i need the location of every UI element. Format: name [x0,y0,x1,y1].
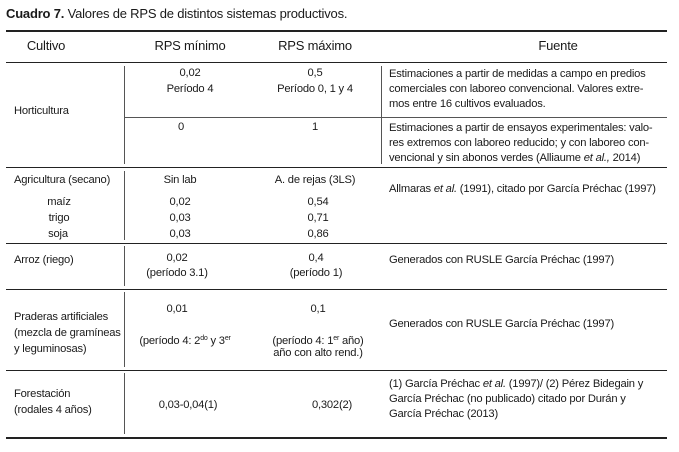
praderas-max-sup: er [333,335,340,342]
arroz-label: Arroz (riego) [14,254,74,266]
horticultura-a-min: 0,02 [179,67,201,79]
header-fuente: Fuente [538,38,578,53]
header-cultivo: Cultivo [26,38,66,53]
col-sep-6 [124,373,125,434]
agricultura-max-head: A. de rejas (3LS) [274,174,356,186]
praderas-max-period-a: (período 4: 1 [272,335,334,347]
praderas-min-period [139,331,230,349]
crop-soja-min: 0,03 [169,228,191,240]
col-sep-2 [381,66,382,164]
praderas-min-period-b: y 3 [207,335,225,347]
forestacion-fuente [389,377,657,422]
top-rule [6,30,667,32]
agricultura-fuente-etal: et al. [433,183,457,195]
horticultura-a-max-period: Período 0, 1 y 4 [277,83,353,95]
arroz-max: 0,4 [308,252,324,264]
row-rule-1 [6,167,667,168]
forestacion-label-2: (rodales 4 años) [14,404,92,416]
horticultura-a-max: 0,5 [307,67,323,79]
forestacion-fuente-a: (1) García Préchac [389,378,483,390]
horticultura-b-fuente-text: Estimaciones a partir de ensayos experimentales: valo-res extremos con laboreo reducido; y con laboreo con-vencional y sin abonos verdes (Alliaume [389,122,653,164]
horticultura-a-fuente: Estimaciones a partir de medidas a campo en predios comerciales con laboreo convencional. Valores extre-mos entre 16 cultivos evaluados. [389,68,646,110]
agricultura-fuente-author: Allmaras [389,183,434,195]
praderas-min-sup-2: er [224,335,231,342]
table-caption [6,6,347,21]
forestacion-fuente-etal: et al. [482,378,506,390]
forestacion-min: 0,03-0,04(1) [158,399,218,411]
arroz-max-period: (período 1) [289,267,343,279]
crop-trigo-name: trigo [48,212,70,224]
horticultura-b-min: 0 [177,121,185,133]
caption-number: Cuadro 7. [6,6,65,21]
caption-title: Valores de RPS de distintos sistemas productivos. [67,6,348,21]
praderas-max: 0,1 [310,303,326,315]
horticultura-a-min-period: Período 4 [166,83,214,95]
praderas-label-3: y leguminosas) [14,343,87,355]
crop-trigo-max: 0,71 [307,212,329,224]
crop-soja-name: soja [48,228,68,240]
praderas-max-note: año con alto rend.) [273,347,363,359]
row-rule-2 [6,243,667,244]
arroz-min: 0,02 [166,252,188,264]
arroz-min-period: (período 3.1) [146,267,208,279]
crop-trigo-min: 0,03 [169,212,191,224]
col-sep-1 [124,66,125,164]
header-rps-min: RPS mínimo [154,38,226,53]
col-sep-3 [124,171,125,240]
horticultura-b-fuente [389,121,657,166]
horticultura-b-fuente-year: 2014) [609,152,641,164]
col-sep-5 [124,292,125,367]
crop-maiz-max: 0,54 [307,196,329,208]
agricultura-fuente [389,182,656,197]
praderas-max-period-b: año) [339,335,364,347]
agricultura-min-head: Sin lab [163,174,197,186]
horticultura-b-fuente-etal: et al., [583,152,610,164]
col-sep-4 [124,246,125,286]
bottom-rule [6,437,667,439]
forestacion-fuente-b: (1997)/ (2) Pérez Bidegain y García Préchac (no publicado) citado por Durán y García Préchac (2013) [389,378,644,420]
praderas-min-period-a: (período 4: 2 [139,335,201,347]
praderas-label-2: (mezcla de gramíneas [14,327,121,339]
crop-maiz-min: 0,02 [169,196,191,208]
forestacion-label-1: Forestación [14,388,71,400]
praderas-label-1: Praderas artificiales [14,311,109,323]
row-rule-4 [6,370,667,371]
horticultura-sub-rule [124,117,667,118]
horticultura-label: Horticultura [14,105,69,117]
crop-maiz-name: maíz [47,196,71,208]
horticultura-b-max: 1 [311,121,319,133]
forestacion-max: 0,302(2) [311,399,353,411]
crop-soja-max: 0,86 [307,228,329,240]
header-rule [6,62,667,63]
header-rps-max: RPS máximo [278,38,352,53]
praderas-fuente: Generados con RUSLE García Préchac (1997) [389,318,614,330]
agricultura-label: Agricultura (secano) [14,174,111,186]
praderas-min: 0,01 [166,303,188,315]
agricultura-fuente-text: (1991), citado por García Préchac (1997) [456,183,656,195]
arroz-fuente: Generados con RUSLE García Préchac (1997) [389,254,614,266]
praderas-min-sup-1: do [200,335,208,342]
row-rule-3 [6,289,667,290]
